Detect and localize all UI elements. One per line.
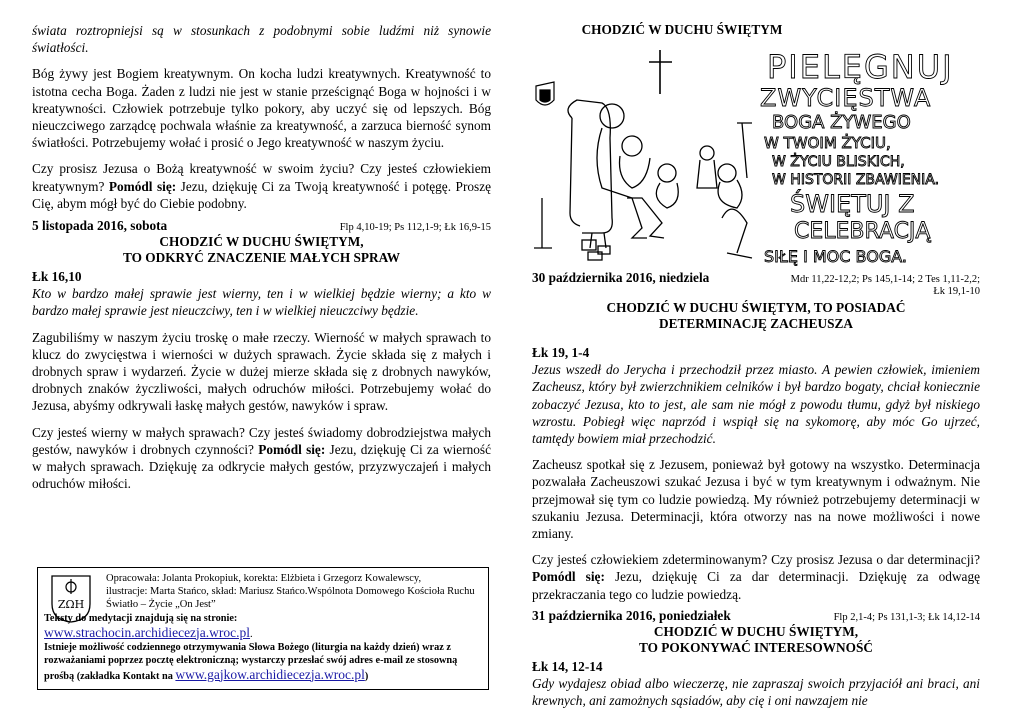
lettering-line-1: PIELĘGNUJ [767, 48, 954, 86]
date-heading: 31 października 2016, poniedziałek [532, 607, 731, 623]
gospel-reference: Łk 16,10 [32, 269, 82, 285]
gospel-quote: Kto w bardzo małej sprawie jest wierny, ten i w wielkiej będzie wierny; a kto w bardzo małej sprawie jest nieuczciwy, ten i w wielkiej nieuczciwy będzie. [32, 286, 491, 319]
pray-label: Pomódl się: [258, 441, 326, 457]
lettering-line-8: CELEBRACJĄ [794, 219, 931, 244]
gospel-reference: Łk 14, 12-14 [532, 658, 603, 674]
pray-label: Pomódl się: [108, 178, 177, 194]
lettering-line-4: W TWOIM ŻYCIU, [764, 134, 891, 152]
left-column [32, 22, 491, 492]
strachocin-link[interactable]: www.strachocin.archidiecezja.wroc.pl [44, 624, 251, 640]
subscription-info: Istnieje możliwość codziennego otrzymywania Słowa Bożego (liturgia na każdy dzień) wraz z rozważaniami poprzez pocztę elektroniczną; wystarczy przesłać swój adres e-mail ze stosowną prośbą (zakładka Kontakt na www.gajkow.archidiecezja.wroc.pl) [44, 641, 458, 682]
texts-label: Teksty do medytacji znajdują się na stronie: [44, 613, 238, 624]
date-line [32, 218, 491, 234]
date-line [532, 270, 980, 286]
reading-references-cont: Łk 19,1-10 [933, 286, 980, 297]
gospel-quote: Gdy wydajesz obiad albo wieczerzę, nie zapraszaj swoich przyjaciół ani braci, ani krewnych, ani zamożnych sąsiadów, aby cię i oni nawzajem nie [532, 676, 980, 709]
cross-icon [649, 50, 672, 94]
hand-drawn-illustration [532, 48, 980, 266]
reading-references: Flp 4,10-19; Ps 112,1-9; Łk 16,9-15 [339, 222, 491, 234]
section-heading: CHODZIĆ W DUCHU ŚWIĘTYM, TO ODKRYĆ ZNACZENIE MAŁYCH SPRAW [122, 234, 401, 266]
figures-sketch [534, 100, 752, 260]
section-heading: CHODZIĆ W DUCHU ŚWIĘTYM, TO POKONYWAĆ INTERESOWNOŚĆ [639, 623, 873, 655]
shield-icon [536, 82, 554, 105]
section-heading: CHODZIĆ W DUCHU ŚWIĘTYM, TO POSIADAĆ DETERMINACJĘ ZACHEUSZA [606, 300, 906, 331]
reflection-paragraph: Zacheusz spotkał się z Jezusem, ponieważ był gotowy na wszystko. Determinacja pozwalała Zacheuszowi szukać Jezusa i być w tym kreatywnym i odważnym. Nie przejmował się tym co ludzie powiedzą. My również potrzebujemy determinacji w szukaniu Jezusa. Determinacji, która otworzy nas na nowe możliwości i nowe zmiany. [532, 457, 980, 542]
intro-quote-continuation: świata roztropniejsi są w stosunkach z podobnymi sobie ludźmi niż synowie światłości. [32, 23, 491, 56]
date-heading: 30 października 2016, niedziela [532, 270, 710, 285]
lettering-line-9: SIŁĘ I MOC BOGA. [764, 247, 907, 266]
gospel-reference: Łk 19, 1-4 [532, 345, 590, 360]
pray-label: Pomódl się: [532, 569, 605, 585]
lettering-line-5: W ŻYCIU BLISKICH, [772, 154, 905, 170]
lettering-line-6: W HISTORII ZBAWIENIA. [772, 172, 940, 188]
reflection-paragraph: Zagubiliśmy w naszym życiu troskę o małe rzeczy. Wierność w małych sprawach to klucz do zwycięstwa i wierności w dużych sprawach. Życie składa się z małych i drobnych spraw i wydarzeń. Życie w dużej mierze składa się z drobnych nawyków, drobnych znaków życzliwości, małych odruchów miłości. Potrzebujemy wołać do Jezusa, abyśmy odkrywali łaskę małych gestów, nawyków i spraw. [32, 329, 491, 414]
gajkow-link[interactable]: www.gajkow.archidiecezja.wroc.pl [175, 666, 365, 682]
question-paragraph: Czy jesteś wierny w małych sprawach? Czy jesteś świadomy dobrodziejstwa małych gestów, nawyków i drobnych czynności? Pomódl się: Jezu, dziękuję Ci za wierność w małych sprawach. Dziękuję za odkrycie małych gestów, przyzwyczajeń i małych odruchów miłości. [32, 424, 492, 492]
hand-lettering [760, 48, 954, 266]
right-column [532, 270, 980, 709]
credits: Opracowała: Jolanta Prokopiuk, korekta: Elżbieta i Grzegorz Kowalewscy, ilustracje: Marta Stańco, skład: Mariusz Stańco.Wspólnota Domowego Kościoła Ruchu Światło – Życie „On Jest” [106, 573, 475, 610]
lettering-line-2: ZWYCIĘSTWA [760, 84, 932, 112]
community-logo-icon [48, 574, 94, 624]
date-line [532, 608, 980, 624]
gospel-quote: Jezus wszedł do Jerycha i przechodził przez miasto. A pewien człowiek, imieniem Zacheusz, który był zwierzchnikiem celników i był bardzo bogaty, chciał koniecznie zobaczyć Jezusa, kto to jest, ale sam nie mógł z powodu tłumu, gdyż był niskiego wzrostu. Pobiegł więc naprzód i wspiął się na sykomorę, aby móc Go ujrzeć, tamtędy bowiem miał przechodzić. [532, 362, 980, 447]
lettering-line-3: BOGA ŻYWEGO [772, 112, 911, 133]
reading-references: Flp 2,1-4; Ps 131,1-3; Łk 14,12-14 [833, 611, 980, 623]
lettering-line-7: ŚWIĘTUJ Z [790, 190, 915, 218]
question-paragraph: Czy prosisz Jezusa o Bożą kreatywność w swoim życiu? Czy jesteś człowiekiem kreatywnym? Pomódl się: Jezu, dziękuję Ci za Twoją kreatywność i potęgę. Proszę Cię, abym mógł być do Ciebie podobny. [32, 161, 491, 211]
reading-references: Mdr 11,22-12,2; Ps 145,1-14; 2 Tes 1,11-2,2; [790, 274, 980, 285]
date-heading: 5 listopada 2016, sobota [32, 218, 168, 234]
page-title: CHODZIĆ W DUCHU ŚWIĘTYM [581, 22, 783, 37]
svg-text:ZΩH: ZΩH [57, 598, 85, 611]
reflection-paragraph: Bóg żywy jest Bogiem kreatywnym. On kocha ludzi kreatywnych. Kreatywność to istotna cecha Boga. Żaden z ludzi nie jest w stanie prześcignąć Boga w hojności i w kreatywności. Człowiek potrzebuje tylko pokory, aby uczyć się od lepszych. Bóg nieuczciwego zarządcę pochwala właśnie za kreatywność, a zarzuca bierność synom światłości. Potrzebujemy wołać i prosić o Jego kreatywność w naszym życiu. [32, 66, 491, 151]
question-paragraph: Czy jesteś człowiekiem zdeterminowanym? Czy prosisz Jezusa o dar determinacji? Pomódl się: Jezu, dziękuję Ci za dar determinacji. Dziękuję za odwagę przekraczania tego co ludzie powiedzą. [532, 552, 981, 602]
footer-info-box [37, 567, 489, 690]
url-line: www.strachocin.archidiecezja.wroc.pl. [44, 624, 253, 640]
